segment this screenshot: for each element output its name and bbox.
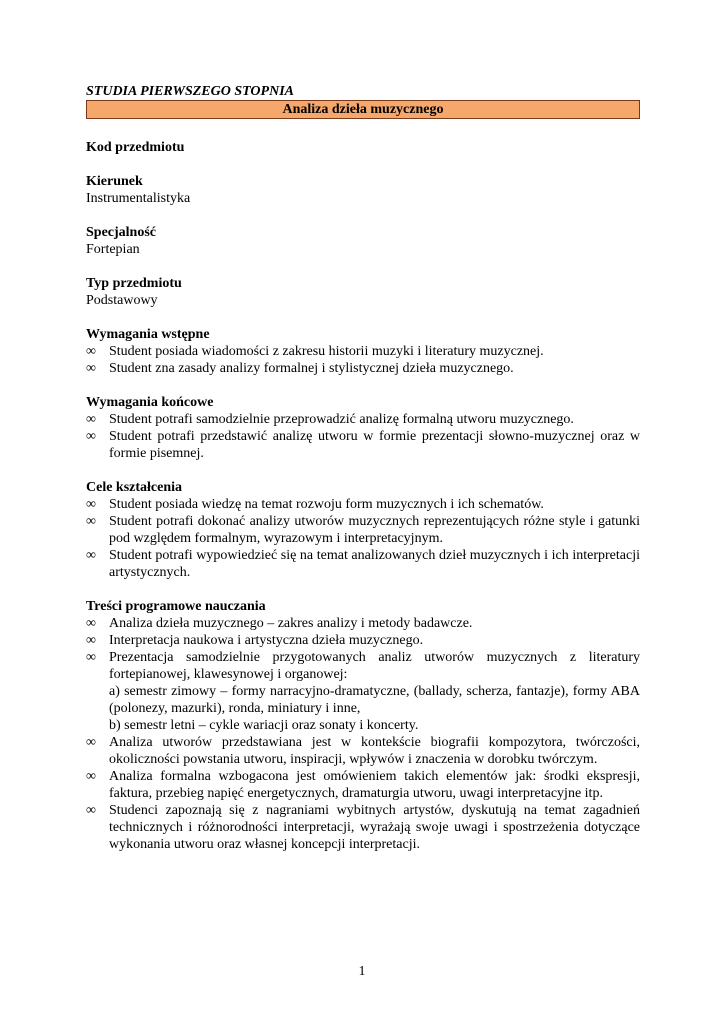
bullet-icon: ∞ — [86, 633, 96, 648]
bullet-icon: ∞ — [86, 803, 96, 818]
field-value: Podstawowy — [86, 293, 158, 308]
section-tresci — [86, 598, 640, 853]
field-label: Typ przedmiotu — [86, 276, 182, 291]
bullet-icon: ∞ — [86, 514, 96, 529]
list-subitem: a) semestr zimowy – formy narracyjno-dramatyczne, (ballady, scherza, fantazje), formy ABA (polonezy, mazurki), ronda, miniatury i inne, — [109, 684, 640, 716]
field-value: Instrumentalistyka — [86, 191, 191, 206]
list-item: ∞ Studenci zapoznają się z nagraniami wybitnych artystów, dyskutują na temat zagadnień technicznych i różnorodności interpretacji, wyrażają swoje uwagi i spostrzeżenia dotyczące wykonania utworu oraz własnej koncepcji interpretacji. — [86, 803, 640, 852]
section-heading: Wymagania wstępne — [86, 327, 210, 342]
study-level-heading: STUDIA PIERWSZEGO STOPNIA — [86, 84, 294, 99]
list-item: ∞ Student potrafi przedstawić analizę utworu w formie prezentacji słowno-muzycznej oraz w formie pisemnej. — [86, 429, 640, 461]
field-typ — [86, 275, 640, 309]
field-course-code — [86, 139, 640, 156]
field-specjalnosc — [86, 224, 640, 258]
bullet-icon: ∞ — [86, 735, 96, 750]
bullet-icon: ∞ — [86, 429, 96, 444]
document-page — [86, 83, 640, 853]
field-label: Kod przedmiotu — [86, 140, 185, 155]
field-kierunek — [86, 173, 640, 207]
list-item: ∞ Student zna zasady analizy formalnej i stylistycznej dzieła muzycznego. — [86, 361, 514, 376]
list-item: ∞ Analiza dzieła muzycznego – zakres analizy i metody badawcze. — [86, 616, 473, 631]
list-item: ∞ Student posiada wiedzę na temat rozwoju form muzycznych i ich schematów. — [86, 497, 544, 512]
bullet-icon: ∞ — [86, 616, 96, 631]
bullet-icon: ∞ — [86, 344, 96, 359]
section-heading: Treści programowe nauczania — [86, 599, 266, 614]
list-item: ∞ Interpretacja naukowa i artystyczna dzieła muzycznego. — [86, 633, 424, 648]
bullet-icon: ∞ — [86, 650, 96, 665]
section-cele — [86, 479, 640, 581]
section-wymagania-wstepne — [86, 326, 640, 377]
list-item: ∞ Student posiada wiadomości z zakresu historii muzyki i literatury muzycznej. — [86, 344, 544, 359]
bullet-icon: ∞ — [86, 412, 96, 427]
list-item: ∞ Student potrafi samodzielnie przeprowadzić analizę formalną utworu muzycznego. — [86, 412, 574, 427]
field-label: Specjalność — [86, 225, 156, 240]
bullet-icon: ∞ — [86, 769, 96, 784]
page-number: 1 — [358, 964, 366, 979]
list-item: ∞ Analiza utworów przedstawiana jest w kontekście biografii kompozytora, twórczości, okoliczności powstania utworu, inspiracji, wpływów i znaczenia w dorobku twórczym. — [86, 735, 640, 767]
list-item: ∞ Analiza formalna wzbogacona jest omówieniem takich elementów jak: środki ekspresji, faktura, przebieg napięć energetycznych, dramaturgia utworu, uwagi interpretacyjne itp. — [86, 769, 640, 801]
list-subitem: b) semestr letni – cykle wariacji oraz sonaty i koncerty. — [109, 718, 419, 733]
field-value: Fortepian — [86, 242, 140, 257]
bullet-icon: ∞ — [86, 548, 96, 563]
section-heading: Wymagania końcowe — [86, 395, 214, 410]
section-heading: Cele kształcenia — [86, 480, 183, 495]
field-label: Kierunek — [86, 174, 143, 189]
section-wymagania-koncowe — [86, 394, 640, 462]
course-title: Analiza dzieła muzycznego — [86, 100, 640, 119]
list-item: ∞ Student potrafi wypowiedzieć się na temat analizowanych dzieł muzycznych i ich interpretacji artystycznych. — [86, 548, 640, 580]
bullet-icon: ∞ — [86, 361, 96, 376]
list-item: ∞ Prezentacja samodzielnie przygotowanych analiz utworów muzycznych z literatury fortepianowej, klawesynowej i organowej: a) semestr zimowy – formy narracyjno-dramatyczne, (ballady, scherza, fantazje), formy ABA (polonezy, mazurki), ronda, miniatury i inne, b) semestr letni – cykle wariacji oraz sonaty i koncerty. — [86, 650, 640, 733]
bullet-icon: ∞ — [86, 497, 96, 512]
list-item: ∞ Student potrafi dokonać analizy utworów muzycznych reprezentujących różne style i gatunki pod względem formalnym, wyrazowym i interpretacyjnym. — [86, 514, 640, 546]
